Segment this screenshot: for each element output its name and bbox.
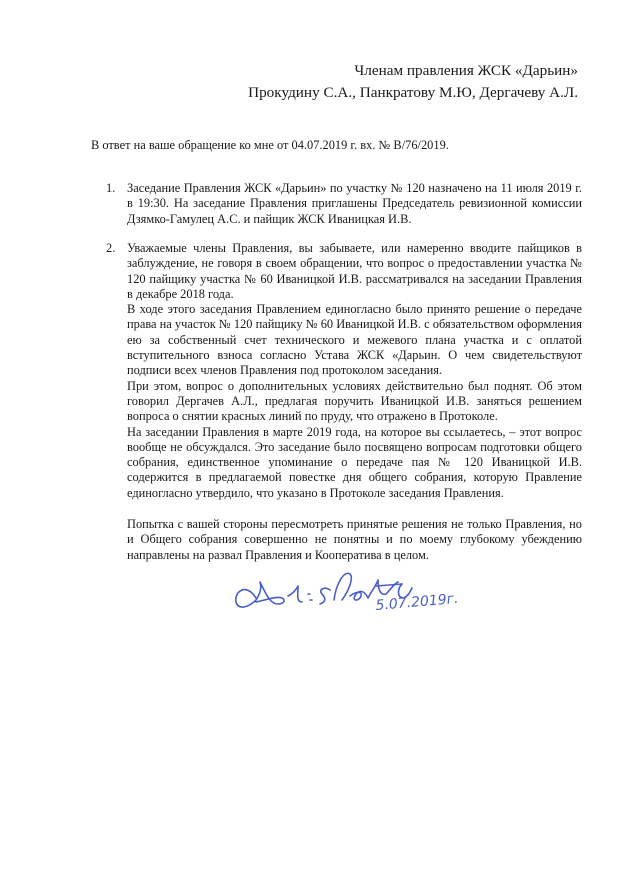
intro-line: В ответ на ваше обращение ко мне от 04.07.2019 г. вх. № В/76/2019. [91,138,449,152]
signature-date: 5.07.2019г. [374,590,460,614]
signature-stroke [236,582,284,607]
signature-stroke [288,586,302,602]
signature-stroke [308,594,312,600]
addressee-line-2: Прокудину С.А., Панкратову М.Ю, Дергачеву А.Л. [248,84,578,101]
item-paragraph: Заседание Правления ЖСК «Дарьин» по участку № 120 назначено на 11 июля 2019 г. в 19:30. На заседание Правления приглашены Председатель ревизионной комиссии Дзямко-Гамулец А.С. и пайщик ЖСК Иваницкая И.В. [127,181,582,226]
addressee-block [248,60,578,104]
item-number: 2. [106,241,116,255]
signature-stroke [320,573,351,604]
item-number: 1. [106,181,116,195]
handwritten-signature [226,560,516,630]
item-paragraph: При этом, вопрос о дополнительных условиях действительно был поднят. Об этом говорил Дергачев А.Л., предлагая поручить Иваницкой И.В. заняться решением вопроса о снятии красных линий по пруду, что отражено в Протоколе. [127,378,582,424]
item-paragraph: На заседании Правления в марте 2019 года, на которое вы ссылаетесь, – этот вопрос вообще не обсуждался. Это заседание было посвящено вопросам подготовки общего собрания, единственное упоминание о передаче пая № 120 Иваницкой И.В. содержится в предлагаемой повестке дня общего собрания, которую Правление единогласно утвердило, что указано в Протоколе заседания Правления. [127,424,582,500]
item-paragraph: Уважаемые члены Правления, вы забываете, или намеренно вводите пайщиков в заблуждение, не говоря в своем обращении, что вопрос о предоставлении участка № 120 пайщику участка № 60 Иваницкой И.В. рассматривался на заседании Правления в декабре 2018 года. [127,241,582,301]
numbered-item-2 [106,241,582,501]
signature-stroke [376,584,402,586]
addressee-line-1: Членам правления ЖСК «Дарьин» [354,62,578,79]
item-paragraph: В ходе этого заседания Правлением единогласно было принято решение о передаче права на участок № 120 пайщику № 60 Иваницкой И.В. с обязательством оформления ею за собственный счет технического и межевого плана участка и с оплатой вступительного взноса согласно Устава ЖСК «Дарьин. О чем свидетельствуют подписи всех членов Правления под протоколом заседания. [127,302,582,378]
closing-paragraph: Попытка с вашей стороны пересмотреть принятые решения не только Правления, но и Общего собрания совершенно не понятны и по моему глубокому убеждению направлены на развал Правления и Кооператива в целом. [127,517,582,562]
numbered-item-1 [106,181,582,227]
